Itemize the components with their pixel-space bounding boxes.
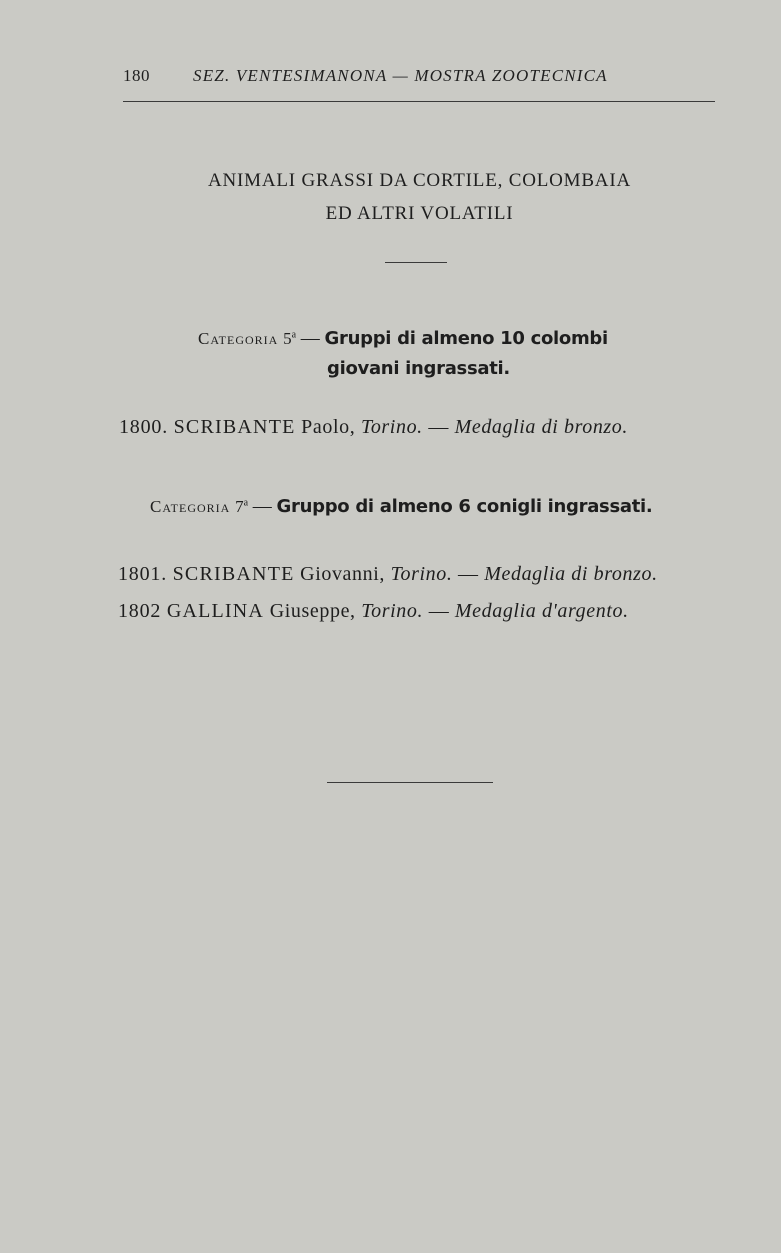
section-title-line-1: ANIMALI GRASSI DA CORTILE, COLOMBAIA [208, 170, 631, 191]
entry-city: Torino. [390, 563, 453, 585]
entry-award: Medaglia di bronzo. [484, 563, 658, 585]
category-number: 7$^a$ [235, 497, 249, 516]
category-5-heading: Categoria 5$^a$ — Gruppi di almeno 10 colombi [198, 328, 608, 349]
category-5-heading-cont [327, 358, 510, 380]
entry-city: Torino. [361, 600, 424, 622]
section-title-line-2: ED ALTRI VOLATILI [325, 203, 514, 224]
category-description: Gruppo di almeno 6 conigli ingrassati. [276, 496, 653, 517]
entry-given-name: Paolo, [301, 416, 356, 438]
end-rule [327, 782, 493, 783]
page-header [123, 66, 713, 92]
entry-number: 1801. [118, 563, 167, 585]
entry-row: 1802 GALLINA Giuseppe, Torino. — Medaglia d'argento. [118, 600, 629, 622]
entry-award: Medaglia d'argento. [454, 600, 629, 622]
section-divider [385, 262, 447, 263]
category-description-cont: giovani ingrassati. [327, 358, 510, 379]
entry-surname: SCRIBANTE [173, 416, 296, 438]
entry-surname: GALLINA [166, 600, 265, 622]
entry-award: Medaglia di bronzo. [454, 416, 629, 438]
category-label: Categoria [150, 497, 231, 516]
entry-given-name: Giuseppe, [269, 600, 356, 622]
entry-surname: SCRIBANTE [172, 563, 295, 585]
entry-given-name: Giovanni, [300, 563, 385, 585]
category-7-heading: Categoria 7$^a$ — Gruppo di almeno 6 conigli ingrassati. [150, 496, 653, 517]
entry-number: 1800. [119, 416, 168, 438]
page-number: 180 [123, 66, 150, 85]
category-number: 5$^a$ [283, 329, 297, 348]
running-head: SEZ. VENTESIMANONA — MOSTRA ZOOTECNICA [193, 66, 608, 85]
entry-city: Torino. [360, 416, 423, 438]
category-label: Categoria [198, 329, 279, 348]
category-description: Gruppi di almeno 10 colombi [324, 328, 608, 349]
entry-row: 1801. SCRIBANTE Giovanni, Torino. — Medaglia di bronzo. [118, 563, 658, 585]
entry-number: 1802 [118, 600, 162, 622]
header-rule [123, 101, 715, 102]
entry-row: 1800. SCRIBANTE Paolo, Torino. — Medaglia di bronzo. [119, 416, 629, 438]
